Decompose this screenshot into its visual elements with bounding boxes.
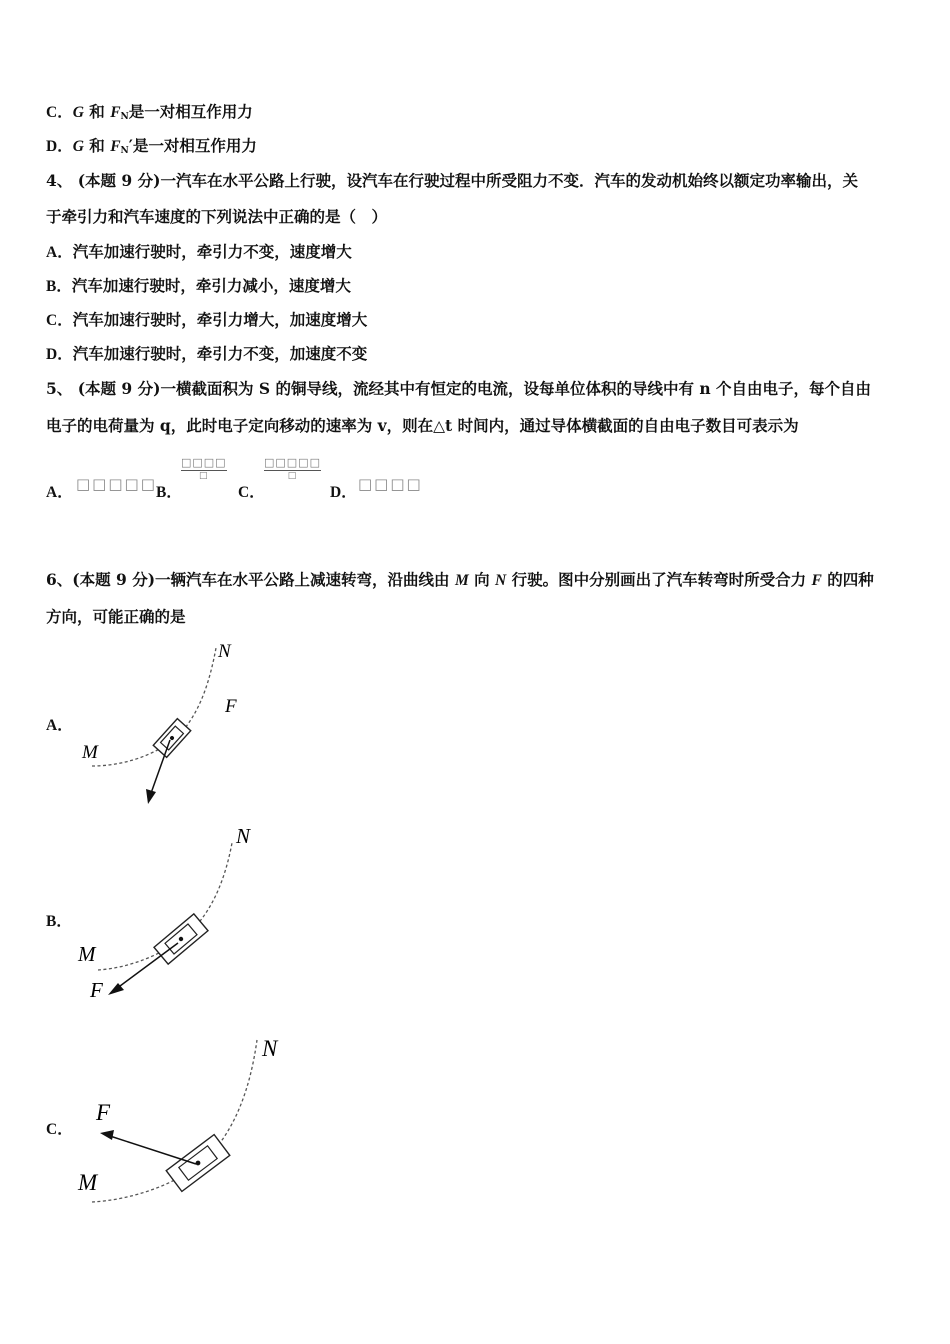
question-text: 一汽车在水平公路上行驶，设汽车在行驶过程中所受阻力不变．汽车的发动机始终以额定功率输出，关 <box>160 171 858 190</box>
text: 和 <box>83 136 111 155</box>
q3-option-d[interactable] <box>46 136 257 161</box>
option-text: 汽车加速行驶时，牵引力不变，加速度不变 <box>72 344 368 363</box>
q6-option-a-label[interactable]: A． <box>46 717 73 734</box>
symbol-m: M <box>454 572 469 589</box>
q6-option-b-diagram <box>70 825 290 1005</box>
q4-stem-line2: 于牵引力和汽车速度的下列说法中正确的是（ ） <box>46 207 388 226</box>
numerator: □□□□□ <box>264 456 321 469</box>
q6-option-c-label[interactable]: C． <box>46 1121 73 1138</box>
question-text-a: 一辆汽车在水平公路上减速转弯，沿曲线由 <box>155 570 455 589</box>
q4-option-a[interactable] <box>46 242 352 263</box>
q4-stem-line1 <box>46 171 858 191</box>
denominator: □ <box>287 471 298 481</box>
force-arrow-icon <box>100 1130 114 1140</box>
force-arrow-icon <box>146 789 156 804</box>
q5-option-a-formula: □□□□□ <box>76 475 157 493</box>
q6-stem-line2: 方向，可能正确的是 <box>46 607 186 626</box>
question-number: 5、 <box>46 379 73 398</box>
q3-option-c[interactable] <box>46 102 253 127</box>
question-text-d: 的四种 <box>821 570 874 589</box>
label-n: N <box>218 641 231 662</box>
subscript: N <box>120 112 129 122</box>
question-text-c: 行驶。图中分别画出了汽车转弯时所受合力 <box>506 570 812 589</box>
denominator: □ <box>199 471 209 481</box>
option-label: C． <box>46 312 73 329</box>
question-text: 一横截面积为 S 的铜导线，流经其中有恒定的电流，设每单位体积的导线中有 n 个自由电子，每个自由 <box>160 379 872 398</box>
q4-option-c[interactable] <box>46 310 367 331</box>
question-points: (本题 9 分) <box>72 570 156 589</box>
q4-option-d[interactable] <box>46 344 367 365</box>
label-m: M <box>82 742 98 763</box>
symbol-f: F <box>110 138 121 155</box>
q5-option-c-fraction <box>264 456 321 481</box>
option-text: 是一对相互作用力 <box>128 102 253 121</box>
option-label: C． <box>46 104 73 121</box>
subscript: N <box>120 146 129 156</box>
car-icon <box>153 719 190 758</box>
symbol-n: N <box>495 572 507 589</box>
q5-stem-line2: 电子的电荷量为 q，此时电子定向移动的速率为 v，则在△t 时间内，通过导体横截面的自由电子数目可表示为 <box>46 416 799 435</box>
q6-option-b-label[interactable]: B． <box>46 913 72 930</box>
q6-option-a-diagram <box>70 640 270 820</box>
label-f: F <box>225 696 237 717</box>
question-points: (本题 9 分) <box>77 171 161 190</box>
car-icon <box>154 914 208 964</box>
q5-option-b-label[interactable]: B． <box>156 484 182 501</box>
q5-option-d-label[interactable]: D． <box>330 484 357 501</box>
label-n: N <box>262 1036 278 1061</box>
symbol-g: G <box>72 104 84 121</box>
label-f: F <box>90 978 103 1002</box>
symbol-f: F <box>811 572 822 589</box>
car-icon <box>166 1135 230 1192</box>
q5-option-c-label[interactable]: C． <box>238 484 265 501</box>
option-text: 汽车加速行驶时，牵引力增大，加速度增大 <box>72 310 368 329</box>
q5-stem-line1 <box>46 379 871 399</box>
q5-option-d-formula: □□□□ <box>358 475 423 493</box>
option-text: ′是一对相互作用力 <box>128 136 257 155</box>
option-label: A． <box>46 244 73 261</box>
label-m: M <box>78 1170 98 1195</box>
numerator: □□□□ <box>181 456 227 469</box>
q4-option-b[interactable] <box>46 276 351 297</box>
question-text-b: 向 <box>468 570 496 589</box>
text: 和 <box>83 102 111 121</box>
option-text: 汽车加速行驶时，牵引力不变，速度增大 <box>72 242 352 261</box>
symbol-g: G <box>72 138 84 155</box>
option-label: D． <box>46 138 73 155</box>
q6-option-c-diagram <box>70 1030 310 1210</box>
label-f: F <box>96 1100 111 1125</box>
option-text: 汽车加速行驶时，牵引力减小，速度增大 <box>71 276 351 295</box>
question-number: 6、 <box>46 570 73 589</box>
q6-stem-line1 <box>46 570 874 591</box>
q5-option-a-label[interactable]: A． <box>46 484 73 501</box>
option-label: D． <box>46 346 73 363</box>
option-label: B． <box>46 278 72 295</box>
q5-option-b-fraction <box>181 456 227 481</box>
symbol-f: F <box>110 104 121 121</box>
label-m: M <box>78 942 96 966</box>
label-n: N <box>236 824 251 848</box>
question-points: (本题 9 分) <box>77 379 161 398</box>
question-number: 4、 <box>46 171 73 190</box>
